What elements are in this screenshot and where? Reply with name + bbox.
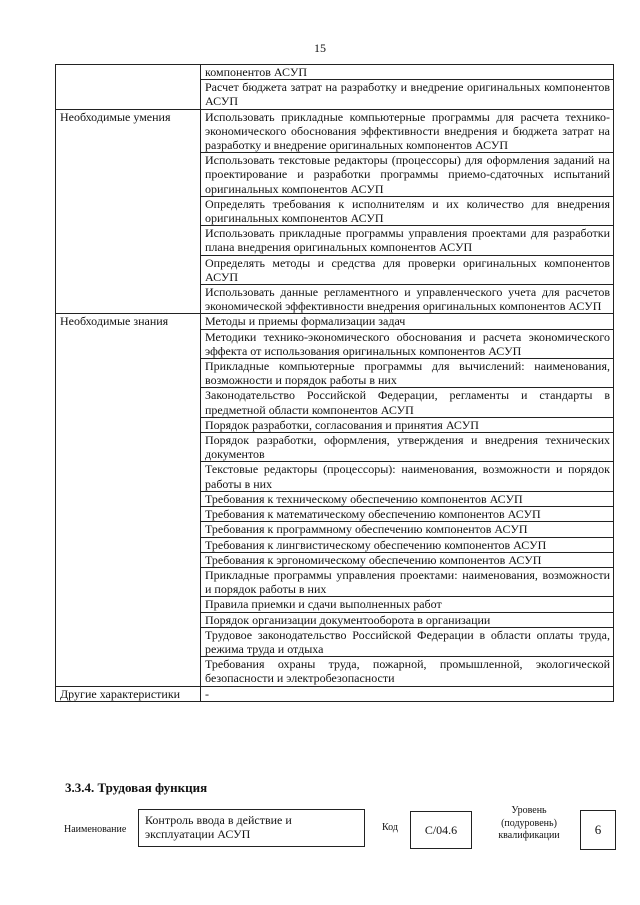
row-item: Требования к техническому обеспечению компонентов АСУП [201, 491, 614, 506]
name-label: Наименование [64, 824, 127, 835]
row-item: Правила приемки и сдачи выполненных работ [201, 597, 614, 612]
table-row [56, 314, 614, 329]
row-item: Использовать данные регламентного и управленческого учета для расчетов экономической эффективности внедрения оригинальных компонентов АСУП [201, 285, 614, 314]
row-item: Использовать прикладные компьютерные программы для расчета технико-экономического обоснования эффективности внедрения и бюджета затрат на разработку и внедрение оригинальных компонентов АСУП [201, 109, 614, 153]
function-code-box: С/04.6 [410, 811, 472, 849]
row-item: Методы и приемы формализации задач [201, 314, 614, 329]
row-item: Использовать прикладные программы управления проектами для разработки плана внедрения оригинальных компонентов АСУП [201, 226, 614, 255]
function-name-box: Контроль ввода в действие и эксплуатации АСУП [138, 809, 365, 847]
row-label: Необходимые знания [56, 314, 201, 686]
row-item: Прикладные компьютерные программы для вычислений: наименования, возможности и порядок работы в них [201, 359, 614, 388]
row-item: Определять требования к исполнителям и их количество для внедрения оригинальных компонентов АСУП [201, 196, 614, 225]
table-row [56, 686, 614, 701]
row-item: Порядок организации документооборота в организации [201, 612, 614, 627]
qualification-level-box: 6 [580, 810, 616, 850]
row-label: Необходимые умения [56, 109, 201, 314]
row-item: Прикладные программы управления проектами: наименования, возможности и порядок работы в них [201, 567, 614, 596]
row-item: Порядок разработки, согласования и принятия АСУП [201, 417, 614, 432]
row-item: Использовать текстовые редакторы (процессоры) для оформления заданий на проектирование и разработки программы приемо-сдаточных испытаний оригинальных компонентов АСУП [201, 153, 614, 197]
row-item: Текстовые редакторы (процессоры): наименования, возможности и порядок работы в них [201, 462, 614, 491]
row-item: Требования к программному обеспечению компонентов АСУП [201, 522, 614, 537]
row-item: Законодательство Российской Федерации, регламенты и стандарты в предметной области компонентов АСУП [201, 388, 614, 417]
section-title: 3.3.4. Трудовая функция [65, 780, 208, 795]
row-item: Порядок разработки, оформления, утверждения и внедрения технических документов [201, 433, 614, 462]
labor-function-header [0, 805, 640, 855]
row-item: Трудовое законодательство Российской Федерации в области оплаты труда, режима труда и отдыха [201, 627, 614, 656]
row-item: Методики технико-экономического обоснования и расчета экономического эффекта от использования оригинальных компонентов АСУП [201, 329, 614, 358]
row-item: Требования к математическому обеспечению компонентов АСУП [201, 507, 614, 522]
table-row [56, 109, 614, 153]
row-item: компонентов АСУП [201, 65, 614, 80]
table-row [56, 65, 614, 80]
row-label: Другие характеристики [56, 686, 201, 701]
row-item: Расчет бюджета затрат на разработку и внедрение оригинальных компонентов АСУП [201, 80, 614, 109]
row-label [56, 65, 201, 110]
code-label: Код [382, 822, 398, 833]
competency-table [55, 64, 614, 702]
qualification-level-label: Уровень (подуровень) квалификации [498, 805, 560, 841]
row-item: Определять методы и средства для проверки оригинальных компонентов АСУП [201, 255, 614, 284]
row-item: Требования к эргономическому обеспечению компонентов АСУП [201, 552, 614, 567]
row-item: Требования к лингвистическому обеспечению компонентов АСУП [201, 537, 614, 552]
row-item: - [201, 686, 614, 701]
page-number: 15 [314, 41, 326, 55]
row-item: Требования охраны труда, пожарной, промышленной, экологической безопасности и электробезопасности [201, 657, 614, 686]
